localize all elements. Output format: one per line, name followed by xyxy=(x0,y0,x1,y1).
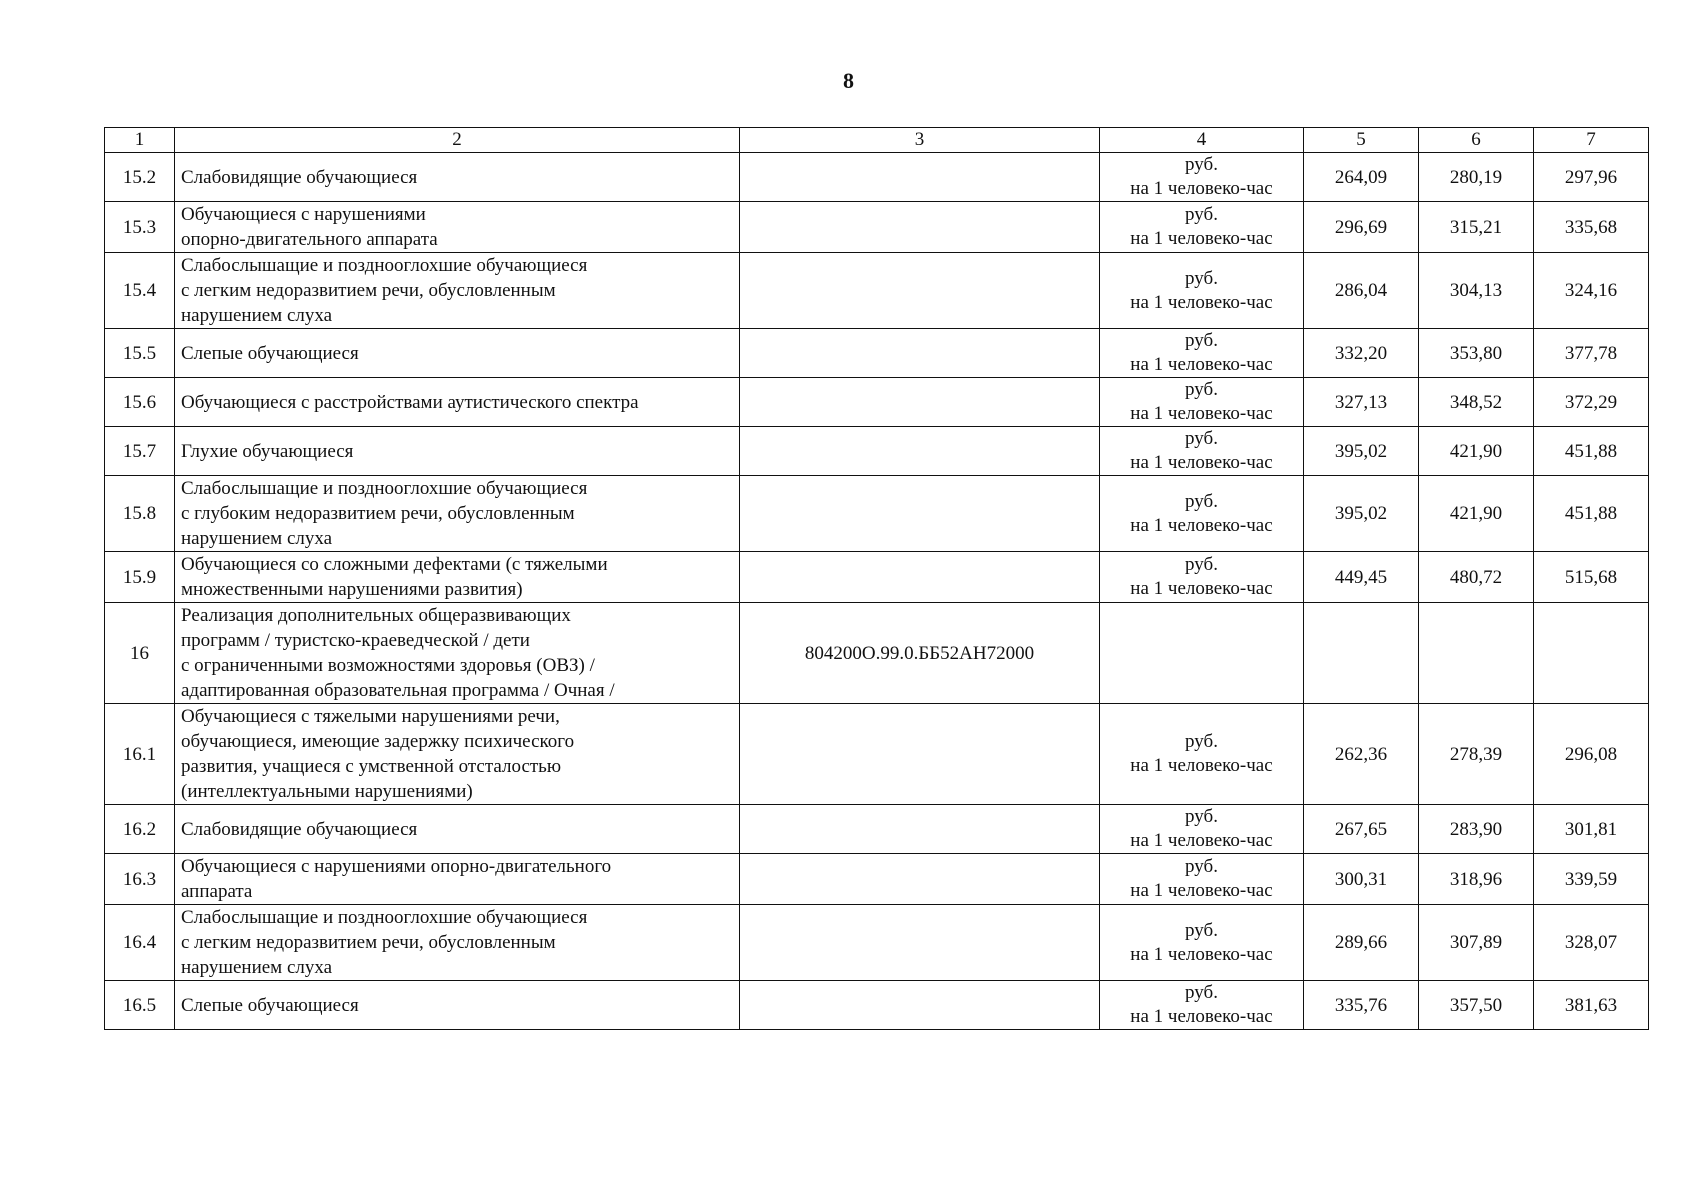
row-name: Глухие обучающиеся xyxy=(175,427,740,476)
row-code xyxy=(740,378,1100,427)
unit-currency: руб. xyxy=(1185,919,1218,941)
row-unit xyxy=(1100,329,1304,378)
value-col6: 280,19 xyxy=(1419,153,1534,202)
value-col6: 353,80 xyxy=(1419,329,1534,378)
unit-currency: руб. xyxy=(1185,204,1218,225)
table-row xyxy=(105,253,1649,329)
unit-currency: руб. xyxy=(1185,856,1218,877)
row-name: Обучающиеся с нарушениями опорно-двигательного аппарата xyxy=(175,202,740,253)
value-col7: 296,08 xyxy=(1534,704,1649,805)
unit-basis: на 1 человеко-час xyxy=(1130,880,1273,901)
unit-currency: руб. xyxy=(1185,154,1218,175)
value-col5: 286,04 xyxy=(1304,253,1419,329)
row-name: Обучающиеся со сложными дефектами (с тяжелыми множественными нарушениями развития) xyxy=(175,552,740,603)
row-number: 16.3 xyxy=(105,854,175,905)
unit-basis: на 1 человеко-час xyxy=(1130,578,1273,599)
row-name: Слепые обучающиеся xyxy=(175,981,740,1030)
value-col6: 348,52 xyxy=(1419,378,1534,427)
row-code xyxy=(740,552,1100,603)
value-col7: 451,88 xyxy=(1534,427,1649,476)
unit-currency: руб. xyxy=(1185,806,1218,827)
row-code xyxy=(740,476,1100,552)
row-number: 15.2 xyxy=(105,153,175,202)
row-unit xyxy=(1100,905,1304,981)
row-number: 16.1 xyxy=(105,704,175,805)
value-col5: 395,02 xyxy=(1304,427,1419,476)
value-col7: 377,78 xyxy=(1534,329,1649,378)
row-name: Слабослышащие и позднооглохшие обучающиеся с легким недоразвитием речи, обусловленным нарушением слуха xyxy=(175,905,740,981)
value-col6: 283,90 xyxy=(1419,805,1534,854)
row-name: Слепые обучающиеся xyxy=(175,329,740,378)
row-unit xyxy=(1100,378,1304,427)
value-col5: 289,66 xyxy=(1304,905,1419,981)
row-code xyxy=(740,329,1100,378)
value-col6: 307,89 xyxy=(1419,905,1534,981)
table-row xyxy=(105,153,1649,202)
unit-basis: на 1 человеко-час xyxy=(1130,514,1273,536)
table-header-row xyxy=(105,128,1649,153)
value-col6: 480,72 xyxy=(1419,552,1534,603)
unit-basis: на 1 человеко-час xyxy=(1130,830,1273,851)
row-number: 16.5 xyxy=(105,981,175,1030)
value-col7: 451,88 xyxy=(1534,476,1649,552)
unit-currency: руб. xyxy=(1185,379,1218,400)
unit-currency: руб. xyxy=(1185,267,1218,289)
unit-basis: на 1 человеко-час xyxy=(1130,755,1273,776)
row-unit xyxy=(1100,704,1304,805)
row-unit xyxy=(1100,476,1304,552)
row-number: 15.3 xyxy=(105,202,175,253)
row-unit xyxy=(1100,427,1304,476)
value-col5: 296,69 xyxy=(1304,202,1419,253)
row-name: Слабовидящие обучающиеся xyxy=(175,153,740,202)
row-number: 16.4 xyxy=(105,905,175,981)
row-unit xyxy=(1100,552,1304,603)
table-row xyxy=(105,552,1649,603)
unit-basis: на 1 человеко-час xyxy=(1130,291,1273,313)
row-code xyxy=(740,905,1100,981)
value-col6 xyxy=(1419,603,1534,704)
header-cell-7: 7 xyxy=(1534,128,1649,153)
value-col5: 332,20 xyxy=(1304,329,1419,378)
row-unit xyxy=(1100,153,1304,202)
row-number: 16 xyxy=(105,603,175,704)
unit-basis: на 1 человеко-час xyxy=(1130,178,1273,199)
unit-basis: на 1 человеко-час xyxy=(1130,1006,1273,1027)
row-name: Обучающиеся с тяжелыми нарушениями речи, обучающиеся, имеющие задержку психического развития, учащиеся с умственной отсталостью (интеллектуальными нарушениями) xyxy=(175,704,740,805)
value-col5: 327,13 xyxy=(1304,378,1419,427)
header-cell-6: 6 xyxy=(1419,128,1534,153)
value-col6: 318,96 xyxy=(1419,854,1534,905)
row-unit xyxy=(1100,603,1304,704)
header-cell-4: 4 xyxy=(1100,128,1304,153)
value-col7: 297,96 xyxy=(1534,153,1649,202)
row-unit xyxy=(1100,805,1304,854)
value-col7: 515,68 xyxy=(1534,552,1649,603)
row-unit xyxy=(1100,253,1304,329)
value-col6: 315,21 xyxy=(1419,202,1534,253)
row-name: Обучающиеся с расстройствами аутистического спектра xyxy=(175,378,740,427)
row-code xyxy=(740,854,1100,905)
value-col6: 304,13 xyxy=(1419,253,1534,329)
value-col6: 421,90 xyxy=(1419,427,1534,476)
table-row xyxy=(105,427,1649,476)
header-cell-1: 1 xyxy=(105,128,175,153)
value-col7: 372,29 xyxy=(1534,378,1649,427)
row-number: 15.4 xyxy=(105,253,175,329)
row-code xyxy=(740,427,1100,476)
value-col5: 262,36 xyxy=(1304,704,1419,805)
header-cell-3: 3 xyxy=(740,128,1100,153)
unit-basis: на 1 человеко-час xyxy=(1130,452,1273,473)
unit-basis: на 1 человеко-час xyxy=(1130,943,1273,965)
value-col7: 301,81 xyxy=(1534,805,1649,854)
table-row xyxy=(105,329,1649,378)
value-col5: 264,09 xyxy=(1304,153,1419,202)
table-row xyxy=(105,854,1649,905)
row-code: 804200О.99.0.ББ52АН72000 xyxy=(740,603,1100,704)
row-unit xyxy=(1100,854,1304,905)
table-row xyxy=(105,704,1649,805)
row-unit xyxy=(1100,202,1304,253)
row-code xyxy=(740,981,1100,1030)
value-col7: 381,63 xyxy=(1534,981,1649,1030)
value-col5 xyxy=(1304,603,1419,704)
value-col7: 339,59 xyxy=(1534,854,1649,905)
table-row xyxy=(105,981,1649,1030)
unit-currency: руб. xyxy=(1185,490,1218,512)
row-unit xyxy=(1100,981,1304,1030)
row-code xyxy=(740,704,1100,805)
header-cell-2: 2 xyxy=(175,128,740,153)
value-col7: 335,68 xyxy=(1534,202,1649,253)
row-code xyxy=(740,153,1100,202)
tariff-table xyxy=(104,127,1649,1030)
page-number: 8 xyxy=(843,68,854,93)
value-col5: 449,45 xyxy=(1304,552,1419,603)
value-col5: 395,02 xyxy=(1304,476,1419,552)
value-col6: 278,39 xyxy=(1419,704,1534,805)
row-number: 15.8 xyxy=(105,476,175,552)
unit-basis: на 1 человеко-час xyxy=(1130,403,1273,424)
value-col6: 357,50 xyxy=(1419,981,1534,1030)
row-name: Обучающиеся с нарушениями опорно-двигательного аппарата xyxy=(175,854,740,905)
value-col7 xyxy=(1534,603,1649,704)
value-col5: 267,65 xyxy=(1304,805,1419,854)
row-number: 15.9 xyxy=(105,552,175,603)
unit-basis: на 1 человеко-час xyxy=(1130,354,1273,375)
table-row xyxy=(105,378,1649,427)
table-row xyxy=(105,202,1649,253)
row-number: 15.5 xyxy=(105,329,175,378)
value-col6: 421,90 xyxy=(1419,476,1534,552)
row-number: 16.2 xyxy=(105,805,175,854)
table-row xyxy=(105,805,1649,854)
row-code xyxy=(740,805,1100,854)
unit-currency: руб. xyxy=(1185,731,1218,752)
row-number: 15.6 xyxy=(105,378,175,427)
row-number: 15.7 xyxy=(105,427,175,476)
value-col5: 335,76 xyxy=(1304,981,1419,1030)
unit-currency: руб. xyxy=(1185,554,1218,575)
value-col7: 324,16 xyxy=(1534,253,1649,329)
unit-currency: руб. xyxy=(1185,428,1218,449)
value-col7: 328,07 xyxy=(1534,905,1649,981)
row-name: Реализация дополнительных общеразвивающих программ / туристско-краеведческой / дети с ограниченными возможностями здоровья (ОВЗ) / адаптированная образовательная программа / Очная / xyxy=(175,603,740,704)
row-name: Слабослышащие и позднооглохшие обучающиеся с глубоким недоразвитием речи, обусловленным нарушением слуха xyxy=(175,476,740,552)
value-col5: 300,31 xyxy=(1304,854,1419,905)
header-cell-5: 5 xyxy=(1304,128,1419,153)
unit-currency: руб. xyxy=(1185,330,1218,351)
unit-currency: руб. xyxy=(1185,982,1218,1003)
row-code xyxy=(740,253,1100,329)
table-row xyxy=(105,905,1649,981)
table-row xyxy=(105,476,1649,552)
table-row xyxy=(105,603,1649,704)
row-code xyxy=(740,202,1100,253)
row-name: Слабослышащие и позднооглохшие обучающиеся с легким недоразвитием речи, обусловленным нарушением слуха xyxy=(175,253,740,329)
unit-basis: на 1 человеко-час xyxy=(1130,228,1273,249)
row-name: Слабовидящие обучающиеся xyxy=(175,805,740,854)
